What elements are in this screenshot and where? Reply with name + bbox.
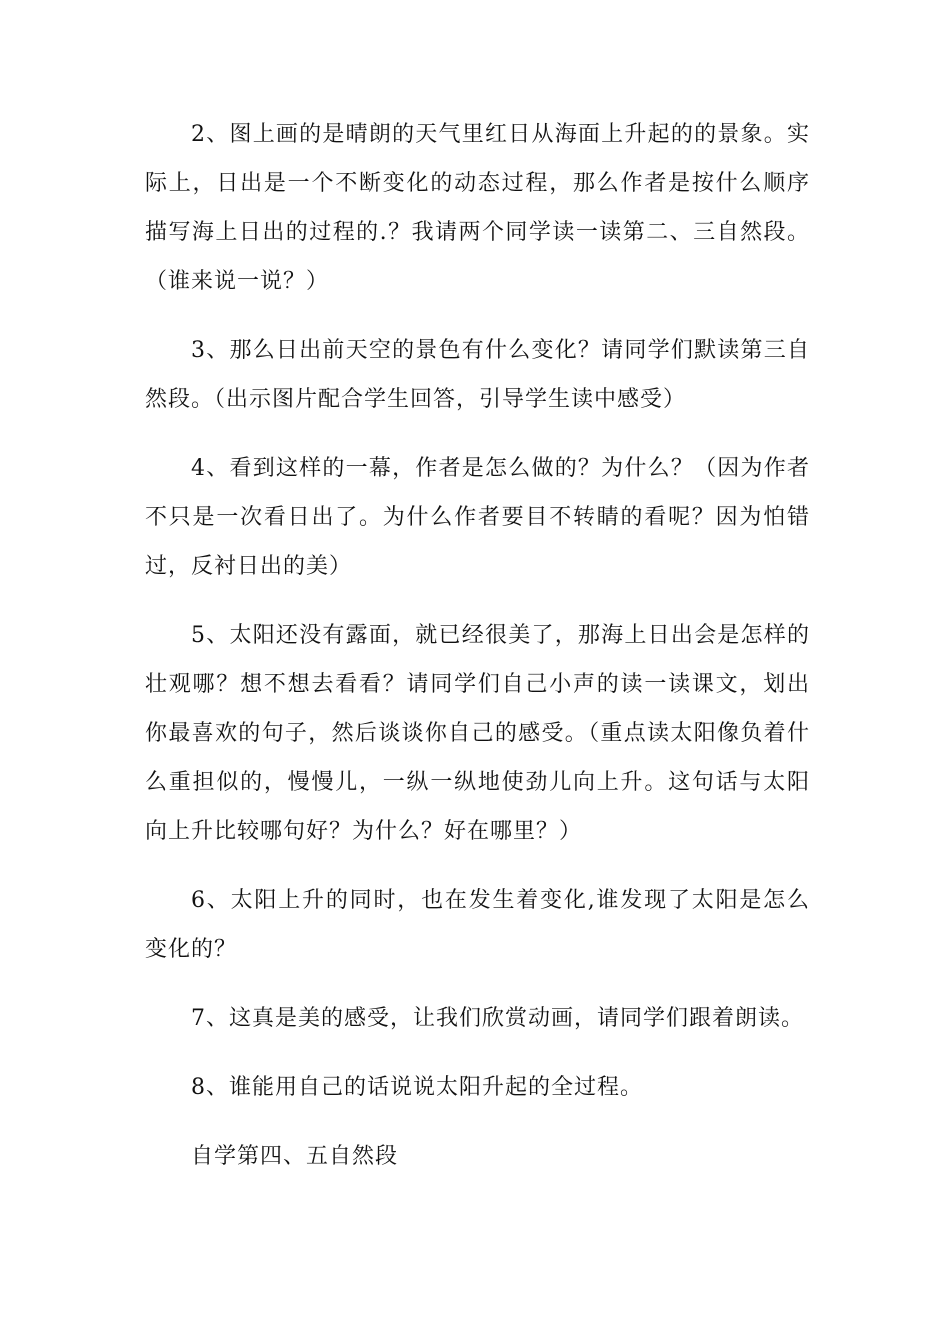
paragraph-step-5: 5、太阳还没有露面，就已经很美了，那海上日出会是怎样的壮观哪？想不想去看看？请同学们自己小声的读一读课文，划出你最喜欢的句子，然后谈谈你自己的感受。（重点读太阳像负着什么重担似的，慢慢儿，一纵一纵地使劲儿向上升。这句话与太阳向上升比较哪句好？为什么？好在哪里？）	[145, 623, 810, 844]
paragraph-step-6: 6、太阳上升的同时，也在发生着变化,谁发现了太阳是怎么变化的？	[145, 888, 810, 962]
document-body	[145, 110, 810, 1181]
paragraph-step-3: 3、那么日出前天空的景色有什么变化？请同学们默读第三自然段。（出示图片配合学生回答，引导学生读中感受）	[145, 338, 810, 412]
paragraph-step-7: 7、这真是美的感受，让我们欣赏动画，请同学们跟着朗读。	[191, 1006, 804, 1031]
section-heading-self-study: 自学第四、五自然段	[191, 1144, 399, 1169]
paragraph-step-4: 4、看到这样的一幕，作者是怎么做的？为什么？（因为作者不只是一次看日出了。为什么作者要目不转睛的看呢？因为怕错过，反衬日出的美）	[145, 456, 810, 579]
paragraph-step-2: 2、图上画的是晴朗的天气里红日从海面上升起的的景象。实际上，日出是一个不断变化的动态过程，那么作者是按什么顺序描写海上日出的过程的.？我请两个同学读一读第二、三自然段。（谁来说一说？）	[145, 122, 810, 294]
paragraph-step-8: 8、谁能用自己的话说说太阳升起的全过程。	[191, 1075, 643, 1100]
